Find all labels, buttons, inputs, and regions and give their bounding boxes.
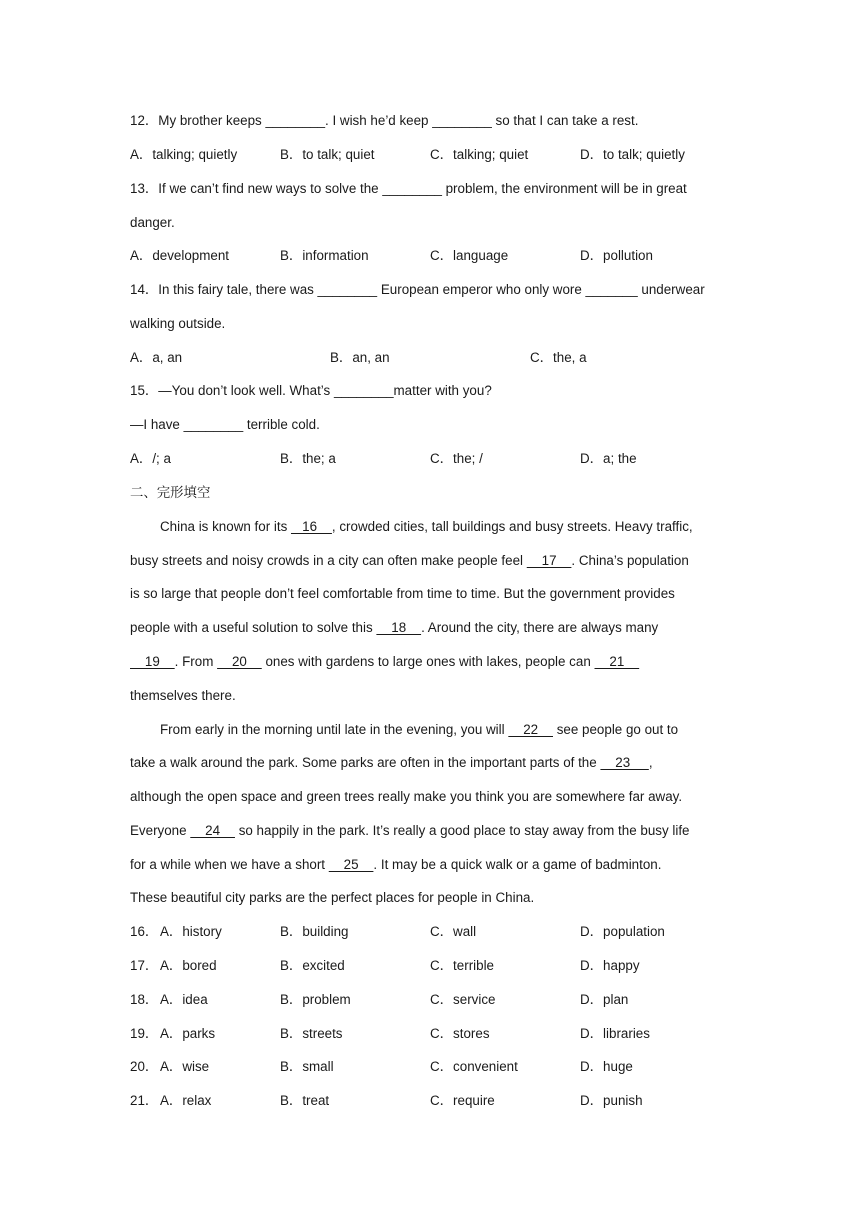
passage-line: is so large that people don’t feel comfortable from time to time. But the government provides bbox=[130, 586, 675, 601]
q19-option-b: B．streets bbox=[280, 1026, 343, 1041]
passage-line: although the open space and green trees really make you think you are somewhere far away. bbox=[130, 789, 683, 804]
q14-option-b: B．an, an bbox=[330, 350, 390, 365]
blank-21: 21 bbox=[594, 654, 640, 669]
q16-number: 16． bbox=[130, 924, 159, 939]
q18-option-c: C．service bbox=[430, 992, 496, 1007]
q21-number: 21． bbox=[130, 1093, 159, 1108]
blank-20: 20 bbox=[217, 654, 262, 669]
q13-option-a: A．development bbox=[130, 248, 229, 263]
q20-option-b: B．small bbox=[280, 1059, 334, 1074]
q12-option-c: C．talking; quiet bbox=[430, 147, 529, 162]
passage-line: people with a useful solution to solve this 18 . Around the city, there are always many bbox=[130, 618, 658, 638]
question-13-stem: 13．If we can’t find new ways to solve the ________ problem, the environment will be in great bbox=[130, 181, 687, 196]
q17-option-a: A．bored bbox=[160, 958, 217, 973]
passage-line: take a walk around the park. Some parks are often in the important parts of the 23 , bbox=[130, 753, 653, 773]
q12-option-d: D．to talk; quietly bbox=[580, 147, 685, 162]
passage-line: themselves there. bbox=[130, 688, 236, 703]
q17-option-b: B．excited bbox=[280, 958, 345, 973]
q19-option-c: C．stores bbox=[430, 1026, 490, 1041]
q18-option-b: B．problem bbox=[280, 992, 351, 1007]
q17-option-c: C．terrible bbox=[430, 958, 494, 973]
question-14-stem-cont: walking outside. bbox=[130, 316, 226, 331]
q18-number: 18． bbox=[130, 992, 159, 1007]
q14-option-c: C．the, a bbox=[530, 350, 587, 365]
q20-number: 20． bbox=[130, 1059, 159, 1074]
question-14-stem: 14．In this fairy tale, there was ________ European emperor who only wore _______ underwear bbox=[130, 282, 705, 297]
question-15-stem-cont: —I have ________ terrible cold. bbox=[130, 417, 320, 432]
q21-option-d: D．punish bbox=[580, 1093, 643, 1108]
q21-option-b: B．treat bbox=[280, 1093, 330, 1108]
q18-option-a: A．idea bbox=[160, 992, 208, 1007]
q15-option-c: C．the; / bbox=[430, 451, 483, 466]
q12-option-a: A．talking; quietly bbox=[130, 147, 238, 162]
passage-line: Everyone 24 so happily in the park. It’s really a good place to stay away from the busy life bbox=[130, 821, 690, 841]
question-12-stem: 12．My brother keeps ________. I wish he’d keep ________ so that I can take a rest. bbox=[130, 113, 639, 128]
section-heading: 二、完形填空 bbox=[130, 485, 211, 500]
passage-line: From early in the morning until late in the evening, you will 22 see people go out to bbox=[160, 720, 678, 740]
q17-number: 17． bbox=[130, 958, 159, 973]
q20-option-d: D．huge bbox=[580, 1059, 633, 1074]
q14-option-a: A．a, an bbox=[130, 350, 183, 365]
q19-number: 19． bbox=[130, 1026, 159, 1041]
q20-option-c: C．convenient bbox=[430, 1059, 518, 1074]
q17-option-d: D．happy bbox=[580, 958, 640, 973]
blank-22: 22 bbox=[508, 722, 553, 737]
blank-19: 19 bbox=[130, 654, 175, 669]
q13-option-d: D．pollution bbox=[580, 248, 653, 263]
blank-18: 18 bbox=[376, 620, 422, 635]
q15-option-b: B．the; a bbox=[280, 451, 336, 466]
passage-line: busy streets and noisy crowds in a city can often make people feel 17 . China’s population bbox=[130, 551, 689, 571]
q13-option-b: B．information bbox=[280, 248, 369, 263]
q13-option-c: C．language bbox=[430, 248, 509, 263]
q15-option-d: D．a; the bbox=[580, 451, 637, 466]
q20-option-a: A．wise bbox=[160, 1059, 210, 1074]
q16-option-a: A．history bbox=[160, 924, 222, 939]
q16-option-b: B．building bbox=[280, 924, 349, 939]
question-13-stem-cont: danger. bbox=[130, 215, 175, 230]
passage-line: These beautiful city parks are the perfect places for people in China. bbox=[130, 890, 535, 905]
q16-option-c: C．wall bbox=[430, 924, 477, 939]
blank-24: 24 bbox=[190, 823, 235, 838]
q21-option-a: A．relax bbox=[160, 1093, 212, 1108]
question-15-stem: 15．—You don’t look well. What’s ________matter with you? bbox=[130, 383, 492, 398]
blank-23: 23 bbox=[600, 755, 649, 770]
blank-16: 16 bbox=[290, 519, 332, 534]
q12-option-b: B．to talk; quiet bbox=[280, 147, 375, 162]
q15-option-a: A．/; a bbox=[130, 451, 171, 466]
q19-option-d: D．libraries bbox=[580, 1026, 650, 1041]
passage-line: for a while when we have a short 25 . It may be a quick walk or a game of badminton. bbox=[130, 855, 661, 875]
passage-line: China is known for its 16 , crowded cities, tall buildings and busy streets. Heavy traffic, bbox=[160, 517, 693, 537]
blank-25: 25 bbox=[328, 857, 374, 872]
q21-option-c: C．require bbox=[430, 1093, 495, 1108]
blank-17: 17 bbox=[526, 553, 572, 568]
q18-option-d: D．plan bbox=[580, 992, 629, 1007]
q19-option-a: A．parks bbox=[160, 1026, 216, 1041]
q16-option-d: D．population bbox=[580, 924, 665, 939]
passage-line: 19 . From 20 ones with gardens to large ones with lakes, people can 21 bbox=[130, 652, 639, 672]
